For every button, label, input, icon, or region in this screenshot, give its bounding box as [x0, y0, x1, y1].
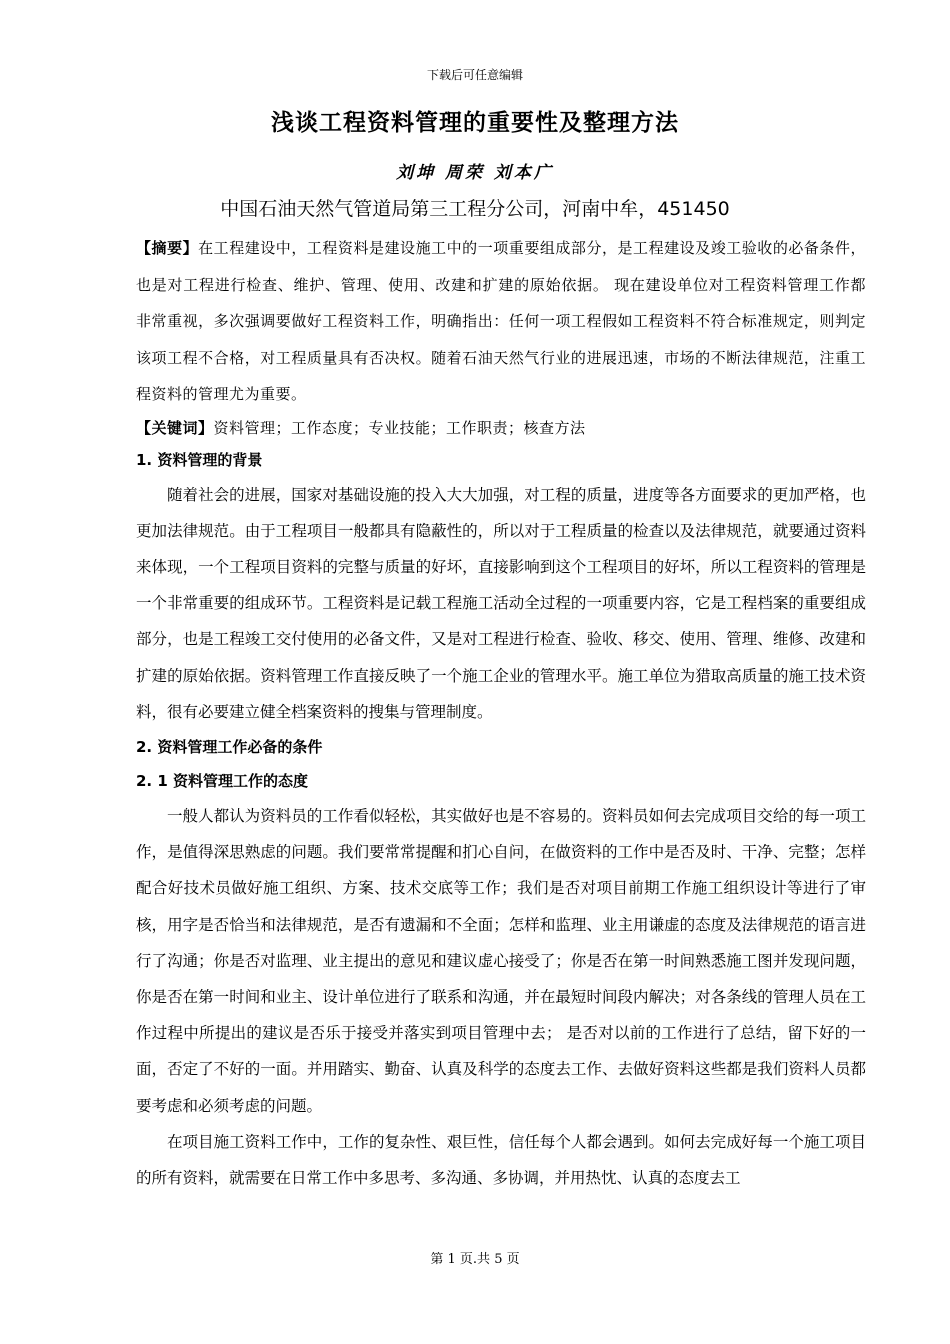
keywords — [136, 413, 866, 443]
document-title: 浅谈工程资料管理的重要性及整理方法 — [271, 110, 679, 136]
section-2-1-paragraph-1: 一般人都认为资料员的工作看似轻松，其实做好也是不容易的。资料员如何去完成项目交给的每一项工作，是值得深思熟虑的问题。我们要常常提醒和扪心自问，在做资料的工作中是否及时、干净、完整；怎样配合好技术员做好施工组织、方案、技术交底等工作；我们是否对项目前期工作施工组织设计等进行了审核，用字是否恰当和法律规范，是否有遗漏和不全面；怎样和监理、业主用谦虚的态度及法律规范的语言进行了沟通；你是否对监理、业主提出的意见和建议虚心接受了；你是否在第一时间熟悉施工图并发现问题，你是否在第一时间和业主、设计单位进行了联系和沟通，并在最短时间段内解决；对各条线的管理人员在工作过程中所提出的建议是否乐于接受并落实到项目管理中去； 是否对以前的工作进行了总结，留下好的一面，否定了不好的一面。并用踏实、勤奋、认真及科学的态度去工作、去做好资料这些都是我们资料人员都要考虑和必须考虑的问题。 — [136, 806, 866, 1115]
section-1-heading: 1. 资料管理的背景 — [136, 450, 263, 469]
abstract-label: 【摘要】 — [136, 239, 199, 257]
section-1-paragraph: 随着社会的进展，国家对基础设施的投入大大加强，对工程的质量，进度等各方面要求的更加严格，也更加法律规范。由于工程项目一般都具有隐蔽性的，所以对于工程质量的检查以及法律规范，就要通过资料来体现，一个工程项目资料的完整与质量的好坏，直接影响到这个工程项目的好坏，所以工程资料的管理是一个非常重要的组成环节。工程资料是记载工程施工活动全过程的一项重要内容，它是工程档案的重要组成部分，也是工程竣工交付使用的必备文件，又是对工程进行检查、验收、移交、使用、管理、维修、改建和扩建的原始依据。资料管理工作直接反映了一个施工企业的管理水平。施工单位为猎取高质量的施工技术资料，很有必要建立健全档案资料的搜集与管理制度。 — [136, 485, 866, 721]
authors: 刘坤 周荣 刘本广 — [396, 163, 554, 183]
page-footer: 第 1 页.共 5 页 — [430, 1252, 520, 1267]
header-note: 下载后可任意编辑 — [426, 68, 523, 82]
keywords-text: 资料管理；工作态度；专业技能；工作职责；核查方法 — [213, 418, 586, 437]
document-body — [136, 230, 866, 1196]
affiliation: 中国石油天然气管道局第三工程分公司，河南中牟，451450 — [220, 198, 730, 220]
abstract — [136, 230, 866, 413]
section-2-heading: 2. 资料管理工作必备的条件 — [136, 737, 323, 756]
abstract-text: 在工程建设中，工程资料是建设施工中的一项重要组成部分，是工程建设及竣工验收的必备条件，也是对工程进行检查、维护、管理、使用、改建和扩建的原始依据。 现在建设单位对工程资料管理工作都非常重视，多次强调要做好工程资料工作，明确指出：任何一项工程假如工程资料不符合标准规定，则判定该项工程不合格，对工程质量具有否决权。随着石油天然气行业的进展迅速，市场的不断法律规范，注重工程资料的管理尤为重要。 — [136, 239, 866, 403]
section-2-1-heading: 2. 1 资料管理工作的态度 — [136, 771, 309, 790]
section-2-1-paragraph-2: 在项目施工资料工作中，工作的复杂性、艰巨性，信任每个人都会遇到。如何去完成好每一个施工项目的所有资料，就需要在日常工作中多思考、多沟通、多协调，并用热忱、认真的态度去工 — [136, 1132, 866, 1187]
keywords-label: 【关键词】 — [136, 418, 214, 437]
